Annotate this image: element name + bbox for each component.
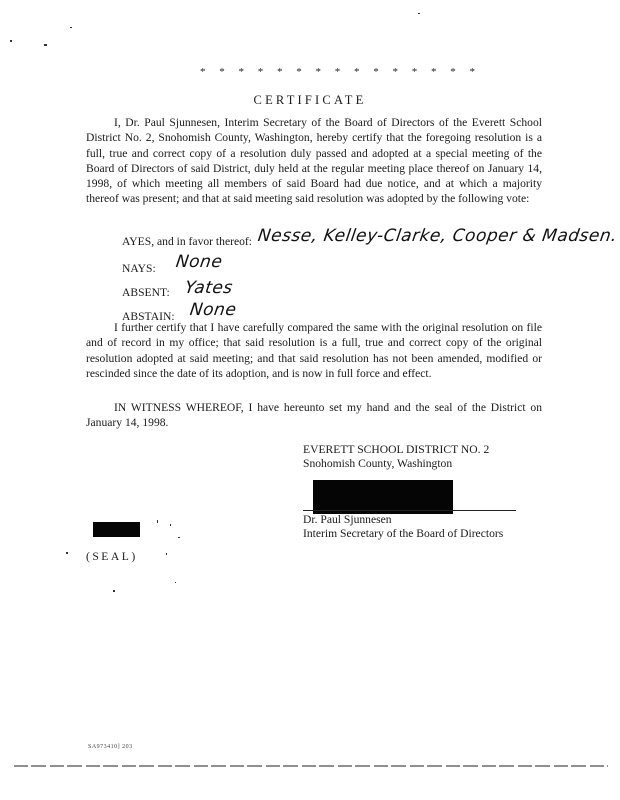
document-code: SA973410] 203 — [88, 744, 133, 750]
scan-speck — [175, 582, 176, 583]
certification-paragraph: I, Dr. Paul Sjunnesen, Interim Secretary of the Board of Directors of the Everett School District No. 2, Snohomish County, Washington, hereby certify that the foregoing resolution is a full, true and correct copy of a resolution duly passed and adopted at a special meeting of the Board of Directors of said District, duly held at the regular meeting place thereof on January 14, 1998, of which meeting all members of said Board had due notice, and at which a majority thereof was present; and that at said meeting said resolution was adopted by the following vote: — [86, 116, 542, 206]
abstain-label: ABSTAIN: — [122, 310, 175, 323]
seal-label: (SEAL) — [86, 550, 138, 563]
signer-title: Interim Secretary of the Board of Directors — [303, 527, 504, 540]
further-certify-paragraph: I further certify that I have carefully compared the same with the original resolution on file and of record in my office; that said resolution is a full, true and correct copy of the original resolution adopted at said meeting; and that said resolution has not been amended, modified or rescinded since the date of its adoption, and is now in full force and effect. — [86, 321, 542, 380]
scan-speck — [113, 590, 115, 592]
scan-speck — [70, 27, 72, 28]
scan-speck — [170, 524, 171, 526]
scan-speck — [418, 13, 420, 14]
seal-redaction — [93, 522, 140, 537]
nays-label: NAYS: — [122, 262, 156, 275]
district-county: Snohomish County, Washington — [303, 457, 453, 470]
scan-speck — [10, 40, 12, 42]
ayes-handwritten-value: Nesse, Kelley-Clarke, Cooper & Madsen. — [256, 226, 619, 246]
witness-paragraph: IN WITNESS WHEREOF, I have hereunto set my hand and the seal of the District on January 14, 1998. — [86, 401, 542, 430]
signature-redaction — [313, 480, 453, 514]
scan-speck — [44, 44, 47, 46]
district-name: EVERETT SCHOOL DISTRICT NO. 2 — [303, 443, 490, 456]
ayes-label: AYES, and in favor thereof: — [122, 235, 252, 248]
scan-speck — [166, 553, 167, 555]
signature-line — [303, 510, 516, 511]
scan-speck — [66, 552, 68, 554]
footer-scan-line — [14, 765, 608, 767]
signer-name: Dr. Paul Sjunnesen — [303, 513, 392, 526]
absent-label: ABSENT: — [122, 286, 170, 299]
scan-speck — [157, 520, 158, 523]
certificate-title: CERTIFICATE — [253, 93, 367, 107]
star-separator: * * * * * * * * * * * * * * * — [200, 66, 481, 78]
absent-handwritten-value: Yates — [183, 278, 235, 298]
abstain-handwritten-value: None — [188, 300, 238, 320]
scan-speck — [178, 537, 180, 538]
nays-handwritten-value: None — [174, 252, 224, 272]
